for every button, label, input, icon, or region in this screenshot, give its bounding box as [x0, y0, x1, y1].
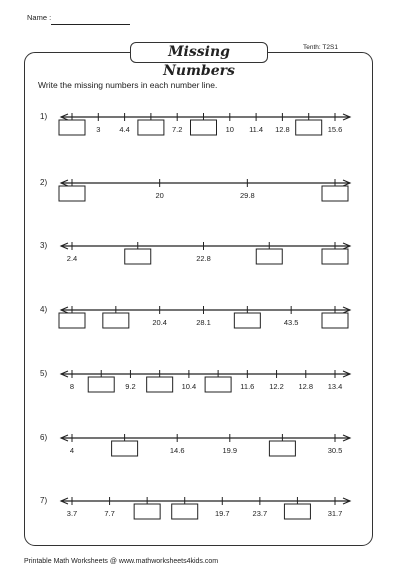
- tick-label: 2.4: [66, 254, 78, 263]
- tick-label: 20.4: [152, 318, 167, 327]
- answer-box[interactable]: [172, 504, 198, 519]
- problem-number: 6): [40, 433, 48, 442]
- answer-box[interactable]: [322, 249, 348, 264]
- tick-label: 9.2: [125, 382, 136, 391]
- tick-label: 12.8: [298, 382, 314, 391]
- tick-label: 3: [96, 125, 101, 134]
- tick-label: 14.6: [169, 446, 185, 455]
- answer-box[interactable]: [322, 313, 348, 328]
- answer-box[interactable]: [59, 313, 85, 328]
- worksheet-code: Tenth: T2S1: [303, 44, 338, 51]
- tick-label: 8: [69, 382, 75, 391]
- answer-box[interactable]: [103, 313, 129, 328]
- problem-number: 2): [40, 178, 48, 187]
- answer-box[interactable]: [191, 120, 217, 135]
- instruction-text: Write the missing numbers in each number line.: [38, 80, 218, 90]
- tick-label: 15.6: [327, 125, 343, 134]
- tick-label: 20: [155, 191, 164, 200]
- tick-label: 29.8: [240, 191, 255, 200]
- tick-label: 4: [69, 446, 75, 455]
- tick-label: 10.4: [181, 382, 197, 391]
- answer-box[interactable]: [59, 186, 85, 201]
- answer-box[interactable]: [234, 313, 260, 328]
- problem-number: 7): [40, 496, 48, 505]
- tick-label: 11.4: [249, 125, 264, 134]
- answer-box[interactable]: [284, 504, 310, 519]
- answer-box[interactable]: [88, 377, 114, 392]
- tick-label: 19.9: [222, 446, 238, 455]
- tick-label: 28.1: [196, 318, 211, 327]
- tick-label: 43.5: [283, 318, 299, 327]
- answer-box[interactable]: [147, 377, 173, 392]
- answer-box[interactable]: [322, 186, 348, 201]
- tick-label: 30.5: [327, 446, 343, 455]
- tick-label: 7.2: [171, 125, 183, 134]
- name-label: Name :: [27, 13, 52, 22]
- tick-label: 3.7: [66, 509, 78, 518]
- answer-box[interactable]: [256, 249, 282, 264]
- footer-credit: Printable Math Worksheets @ www.mathworksheets4kids.com: [24, 558, 219, 565]
- tick-label: 11.6: [240, 382, 255, 391]
- worksheet-title: Missing Numbers: [130, 42, 268, 63]
- tick-label: 7.7: [104, 509, 115, 518]
- problem-number: 1): [40, 112, 48, 121]
- answer-box[interactable]: [112, 441, 138, 456]
- answer-box[interactable]: [205, 377, 231, 392]
- tick-label: 12.2: [269, 382, 284, 391]
- problem-number: 3): [40, 241, 48, 250]
- tick-label: 19.7: [214, 509, 230, 518]
- tick-label: 4.4: [119, 125, 130, 134]
- tick-label: 12.8: [275, 125, 290, 134]
- tick-label: 31.7: [327, 509, 343, 518]
- answer-box[interactable]: [296, 120, 322, 135]
- tick-label: 10: [225, 125, 234, 134]
- answer-box[interactable]: [59, 120, 85, 135]
- tick-label: 23.7: [252, 509, 268, 518]
- problem-number: 4): [40, 305, 48, 314]
- answer-box[interactable]: [269, 441, 295, 456]
- tick-label: 22.8: [196, 254, 211, 263]
- tick-label: 13.4: [327, 382, 343, 391]
- problem-number: 5): [40, 369, 48, 378]
- answer-box[interactable]: [138, 120, 164, 135]
- answer-box[interactable]: [125, 249, 151, 264]
- answer-box[interactable]: [134, 504, 160, 519]
